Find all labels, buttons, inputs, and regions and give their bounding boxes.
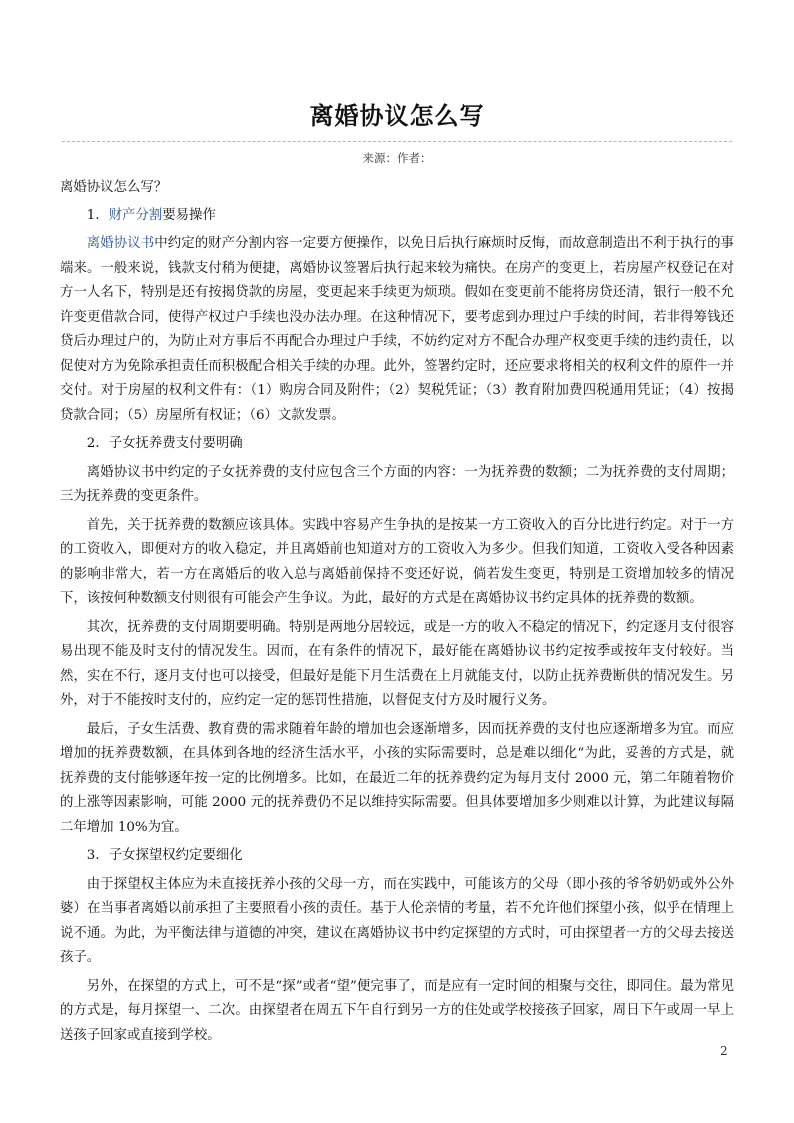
section-3-heading: 3．子女探望权约定要细化 <box>86 848 243 863</box>
section-1-number: 1． <box>86 207 109 223</box>
section-2-paragraph-3: 其次，抚养费的支付周期要明确。特别是两地分居较远，或是一方的收入不稳定的情况下，约定逐月支付很容易出现不能及时支付的情况发生。因而，在有条件的情况下，最好能在离婚协议书约定按季或按年支付较好。当然，实在不行，逐月支付也可以接受，但最好是能下月生活费在上月就能支付，以防止抚养费断供的情况发生。另外，对于不能按时支付的，应约定一定的惩罚性措施，以督促支付方及时履行义务。 <box>60 619 734 708</box>
divorce-agreement-link[interactable]: 离婚协议书 <box>86 236 155 251</box>
section-2-paragraph-2: 首先，关于抚养费的数额应该具体。实践中容易产生争执的是按某一方工资收入的百分比进行约定。对于一方的工资收入，即便对方的收入稳定，并且离婚前也知道对方的工资收入为多少。但我们知道，工资收入受各种因素的影响非常大，若一方在离婚后的收入总与离婚前保持不变还好说，倘若发生变更，特别是工资增加较多的情况下，该按何种数额支付则很有可能会产生争议。为此，最好的方式是在离婚协议书约定具体的抚养费的数额。 <box>60 517 734 606</box>
section-2-paragraph-4: 最后，子女生活费、教育费的需求随着年龄的增加也会逐渐增多，因而抚养费的支付也应逐渐增多为宜。而应增加的抚养费数额，在具体到各地的经济生活水平，小孩的实际需要时，总是难以细化“为此，妥善的方式是，就抚养费的支付能够逐年按一定的比例增多。比如，在最近二年的抚养费约定为每月支付 2000 元，第二年随着物价的上涨等因素影响，可能 2000 元的抚养费仍不足以维持实际需要。但具体要增加多少则难以计算，为此建议每隔二年增加 10%为宜。 <box>60 721 734 835</box>
section-1-heading <box>60 204 734 229</box>
section-2-heading: 2．子女抚养费支付要明确 <box>86 436 243 451</box>
section-1-heading-rest: 要易操作 <box>162 207 216 223</box>
section-3-paragraph-2: 另外，在探望的方式上，可不是“探”或者“望”便完事了，而是应有一定时间的相聚与交往，即同住。最为常见的方式是，每月探望一、二次。由探望者在周五下午自行到另一方的住处或学校接孩子回家，周日下午或周一早上送孩子回家或直接到学校。 <box>60 978 734 1043</box>
section-2-paragraph-1: 离婚协议书中约定的子女抚养费的支付应包含三个方面的内容：一为抚养费的数额；二为抚养费的支付周期；三为抚养费的变更条件。 <box>60 464 734 504</box>
article-body <box>60 176 734 1052</box>
property-division-link[interactable]: 财产分割 <box>108 207 163 223</box>
page-number: 2 <box>720 1044 728 1058</box>
section-1-paragraph-text: 中约定的财产分割内容一定要方便操作，以免日后执行麻烦时反悔，而故意制造出不利于执行的事端来。一般来说，钱款支付稍为便捷，离婚协议签署后执行起来较为痛快。在房产的变更上，若房屋产权登记在对方一人名下，特别是还有按揭贷款的房屋，变更起来手续更为烦琐。假如在变更前不能将房贷还清，银行一般不允许变更借款合同，使得产权过户手续也没办法办理。在这种情况下，要考虑到办理过户手续的时间，若非得筹钱还贷后办理过户的，为防止对方事后不再配合办理过户手续，不妨约定对方不配合办理产权变更手续的违约责任，以促使对方为免除承担责任而积极配合相关手续的办理。此外，签署约定时，还应要求将相关的权利文件的原件一并交付。对于房屋的权利文件有：（1）购房合同及附件；（2）契税凭证；（3）教育附加费四税通用凭证；（4）按揭贷款合同；（5）房屋所有权证；（6）文款发票。 <box>60 236 735 423</box>
section-3-paragraph-1: 由于探望权主体应为未直接抚养小孩的父母一方，而在实践中，可能该方的父母（即小孩的爷爷奶奶或外公外婆）在当事者离婚以前承担了主要照看小孩的责任。基于人伦亲情的考量，若不允许他们探望小孩，似乎在情理上说不通。为此，为平衡法律与道德的冲突，建议在离婚协议书中约定探望的方式时，可由探望者一方的父母去接送孩子。 <box>60 876 734 965</box>
title-divider <box>62 141 732 142</box>
page-title: 离婚协议怎么写 <box>309 101 485 130</box>
source-line: 来源：作者： <box>362 151 432 165</box>
intro-line: 离婚协议怎么写？ <box>60 180 168 195</box>
section-1-paragraph <box>60 232 734 428</box>
